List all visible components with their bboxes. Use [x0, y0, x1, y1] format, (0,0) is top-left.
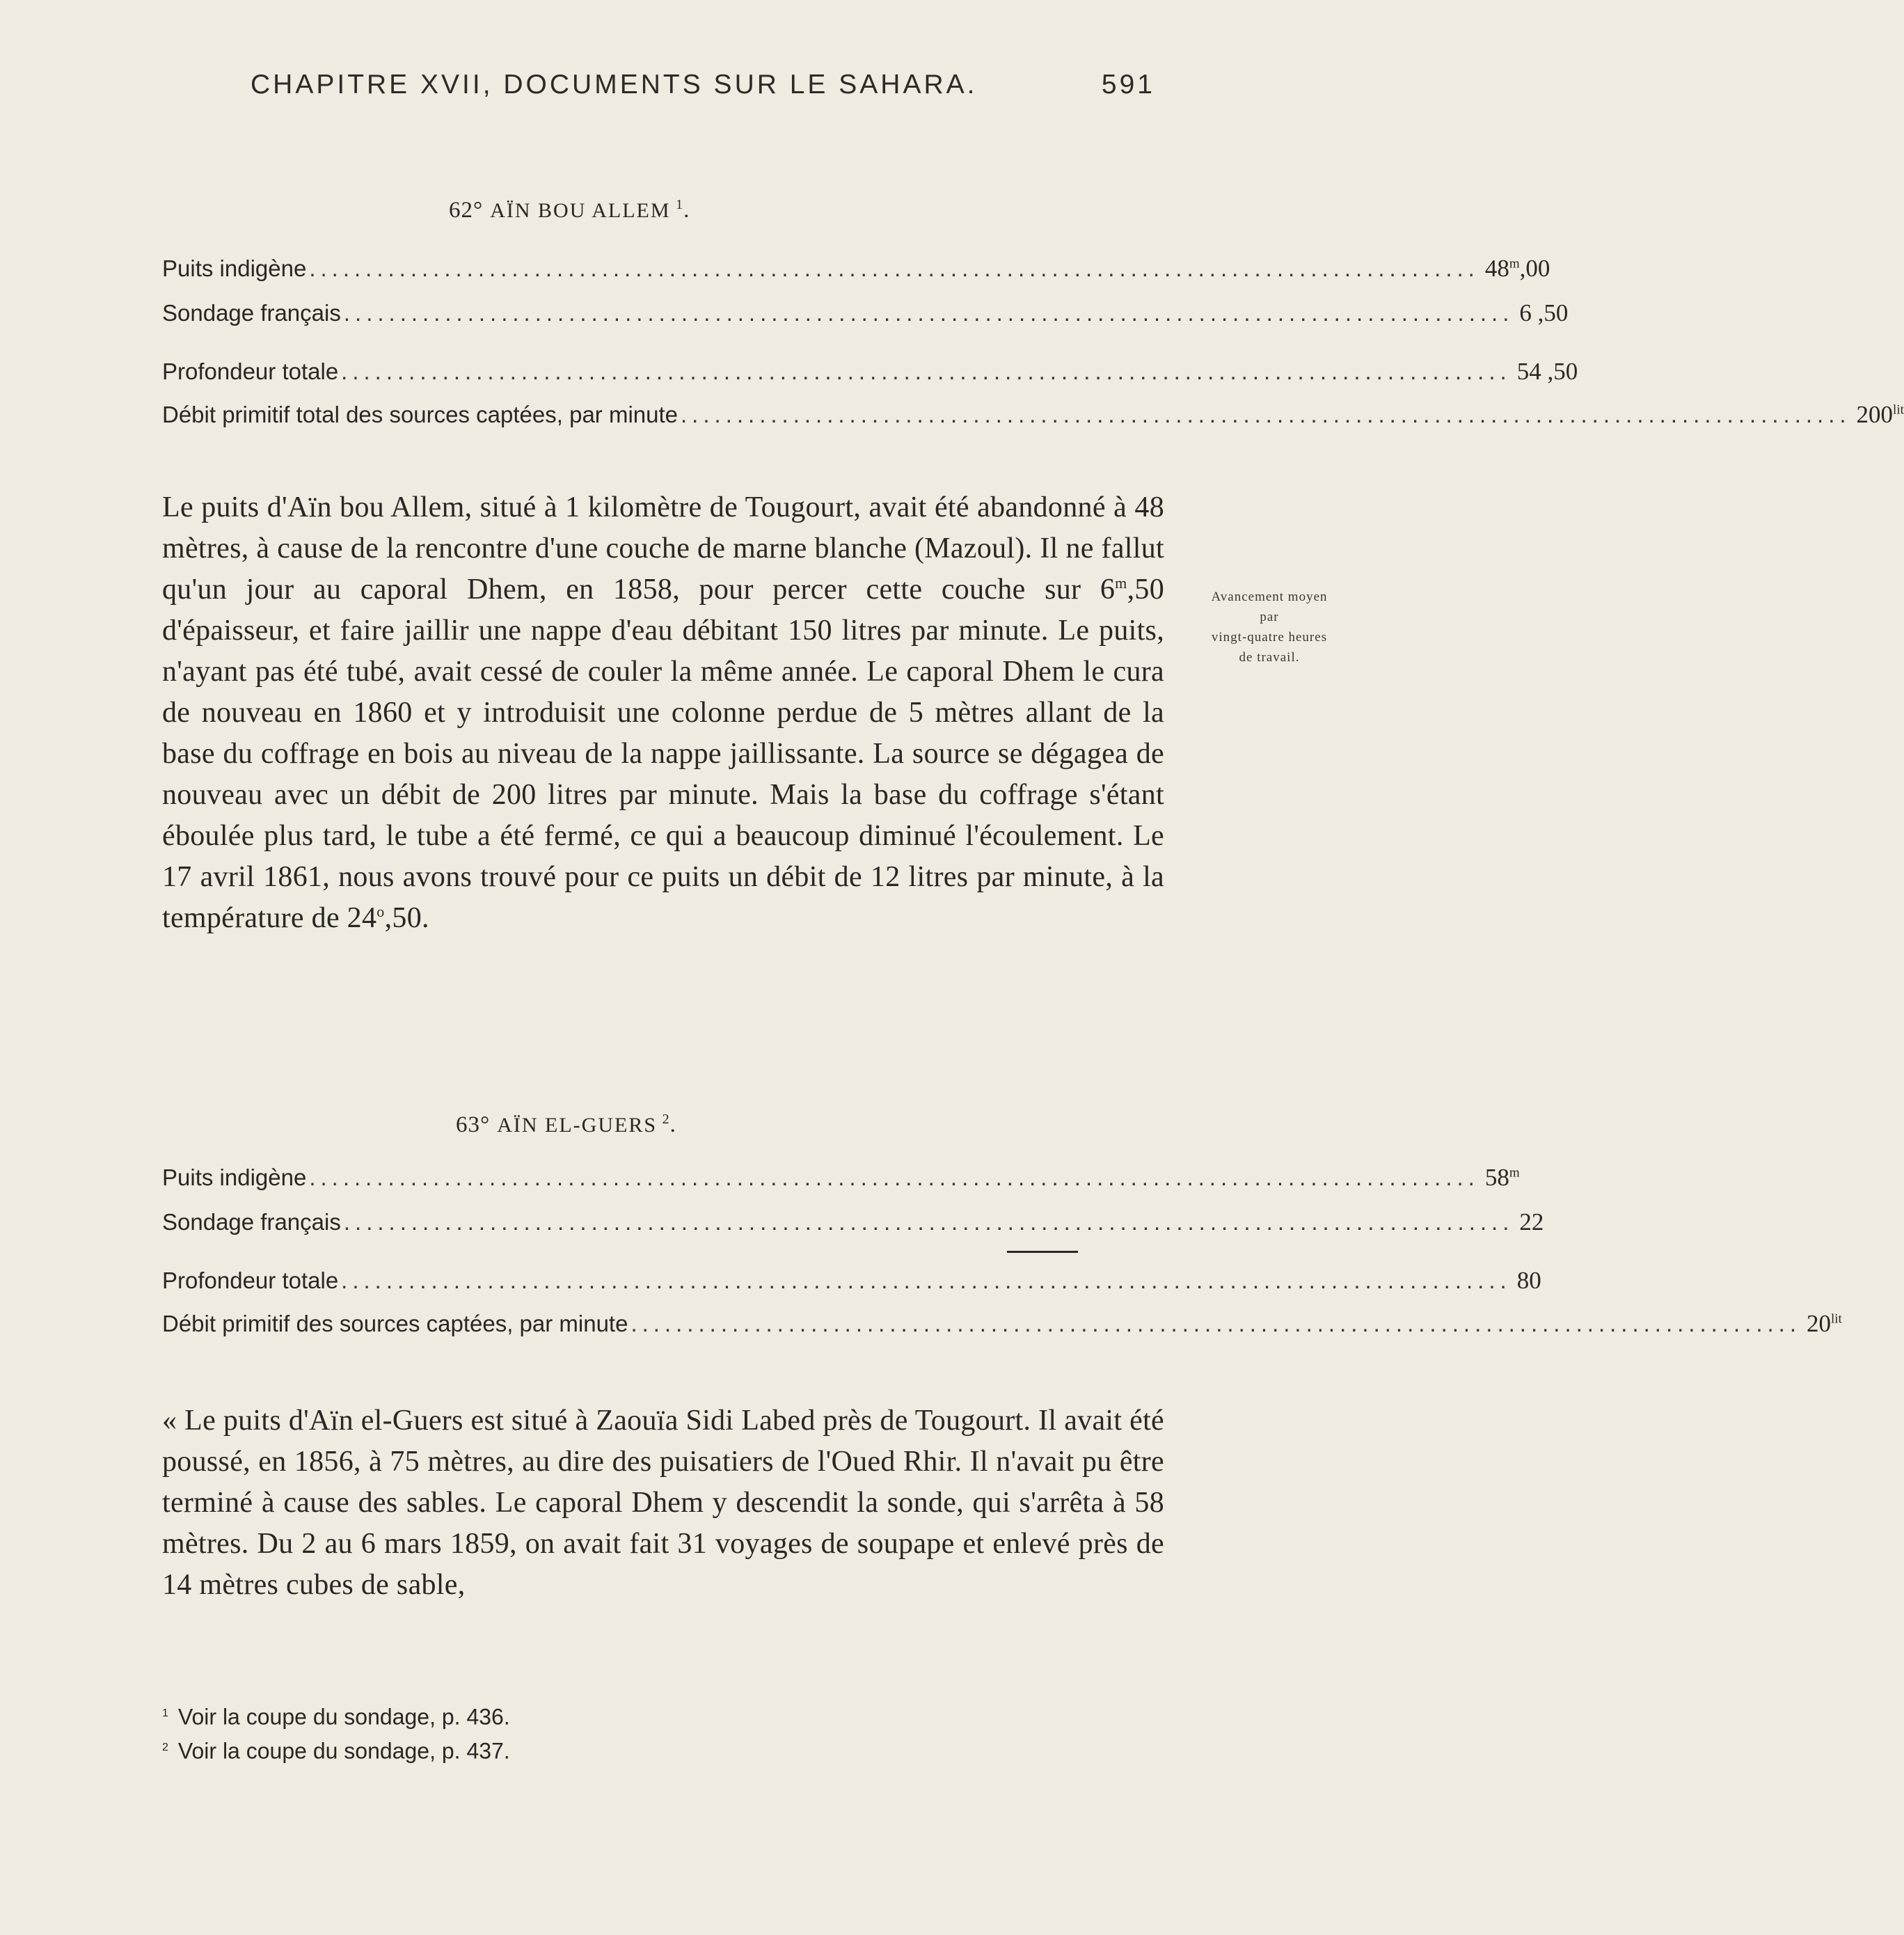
row-label: Profondeur totale [162, 358, 339, 384]
table-row [162, 1310, 1842, 1346]
section-63-name: AÏN EL-GUERS [497, 1114, 658, 1137]
row-value: $20^{lit}$ [1807, 1310, 1842, 1337]
sum-rule [1007, 1251, 1078, 1253]
row-label: Sondage français [162, 1209, 341, 1235]
table-row [162, 1267, 1541, 1303]
row-value: $200^{lit}$ [1856, 401, 1904, 428]
section-63-table [162, 1164, 1842, 1345]
section-63-paragraph: « Le puits d'Aïn el-Guers est situé à Zaouïa Sidi Labed près de Tougourt. Il avait été poussé, en 1856, à 75 mètres, au dire des puisatiers de l'Oued Rhir. Il n'avait pu être terminé à cause des sables. Le caporal Dhem y descendit la sonde, qui s'arrêta à 58 mètres. Du 2 au 6 mars 1859, on avait fait 31 voyages de soupape et enlevé près de 14 mètres cubes de sable, [162, 1405, 1164, 1601]
table-row [162, 1208, 1544, 1245]
table-row [162, 358, 1578, 394]
dot-leader: ........................................................................................................ [309, 255, 1479, 281]
row-value: 58$^m$ [1484, 1164, 1520, 1191]
section-62-heading: 62° AÏN BOU ALLEM $^1$. [449, 197, 690, 223]
section-63-heading: 63° AÏN EL-GUERS $^2$. [456, 1112, 676, 1137]
section-62-paragraph: Le puits d'Aïn bou Allem, situé à 1 kilomètre de Tougourt, avait été abandonné à 48 mètres, à cause de la rencontre d'une couche de marne blanche (Mazoul). Il ne fallut qu'un jour au caporal Dhem, en 1858, pour percer cette couche sur 6$^m$,50 d'épaisseur, et faire jaillir une nappe d'eau débitant 150 litres par minute. Le puits, n'ayant pas été tubé, avait cessé de couler la même année. Le caporal Dhem le cura de nouveau en 1860 et y introduisit une colonne perdue de 5 mètres allant de la base du coffrage en bois au niveau de la nappe jaillissante. La source se dégagea de nouveau avec un débit de 200 litres par minute. Mais la base du coffrage s'étant éboulée plus tard, le tube a été fermé, ce qui a beaucoup diminué l'écoulement. Le 17 avril 1861, nous avons trouvé pour ce puits un débit de 12 litres par minute, à la température de 24$^o$,50. [162, 491, 1164, 934]
row-label: Puits indigène [162, 255, 307, 281]
table-row [162, 255, 1550, 291]
row-label: Puits indigène [162, 1164, 307, 1190]
dot-leader: ........................................................................................................ [341, 358, 1512, 384]
footnotes [162, 1698, 1067, 1766]
table-row [162, 401, 1904, 437]
page-number: 591 [1101, 70, 1155, 100]
footnote: $^2$ Voir la coupe du sondage, p. 437. [162, 1738, 510, 1764]
row-label: Débit primitif total des sources captées, par minute [162, 402, 679, 427]
section-62-note-ref: 1 [676, 197, 684, 212]
dot-leader: ........................................................................................................ [343, 1209, 1514, 1235]
dot-leader: ........................................................................................................ [309, 1164, 1479, 1190]
table-row [162, 1164, 1520, 1200]
row-value: 48$^m$,00 [1484, 255, 1550, 282]
row-label: Sondage français [162, 300, 341, 326]
section-62-name: AÏN BOU ALLEM [490, 199, 671, 222]
section-62-number: 62° [449, 198, 484, 223]
section-62-table [162, 255, 1904, 436]
row-value: 54 ,50 [1516, 358, 1578, 385]
row-value: 22 [1519, 1208, 1544, 1235]
dot-leader: ........................................................................................................ [341, 1267, 1512, 1293]
row-label: Profondeur totale [162, 1267, 339, 1293]
section-63-note-ref: 2 [662, 1112, 670, 1127]
dot-leader: ........................................................................................................ [343, 300, 1514, 326]
row-label: Débit primitif des sources captées, par minute [162, 1311, 628, 1336]
table-row [162, 299, 1569, 335]
section-63-number: 63° [456, 1112, 491, 1137]
dot-leader: ........................................................................................................ [630, 1311, 1801, 1336]
row-value: 80 [1516, 1267, 1541, 1294]
footnote: $^1$ Voir la coupe du sondage, p. 436. [162, 1704, 510, 1730]
row-value: 6 ,50 [1519, 299, 1569, 326]
margin-note: Avancement moyen par vingt-quatre heures de travail. [1211, 590, 1328, 665]
chapter-title: CHAPITRE XVII, DOCUMENTS SUR LE SAHARA. [251, 70, 978, 100]
dot-leader: ........................................................................................................ [681, 402, 1851, 427]
